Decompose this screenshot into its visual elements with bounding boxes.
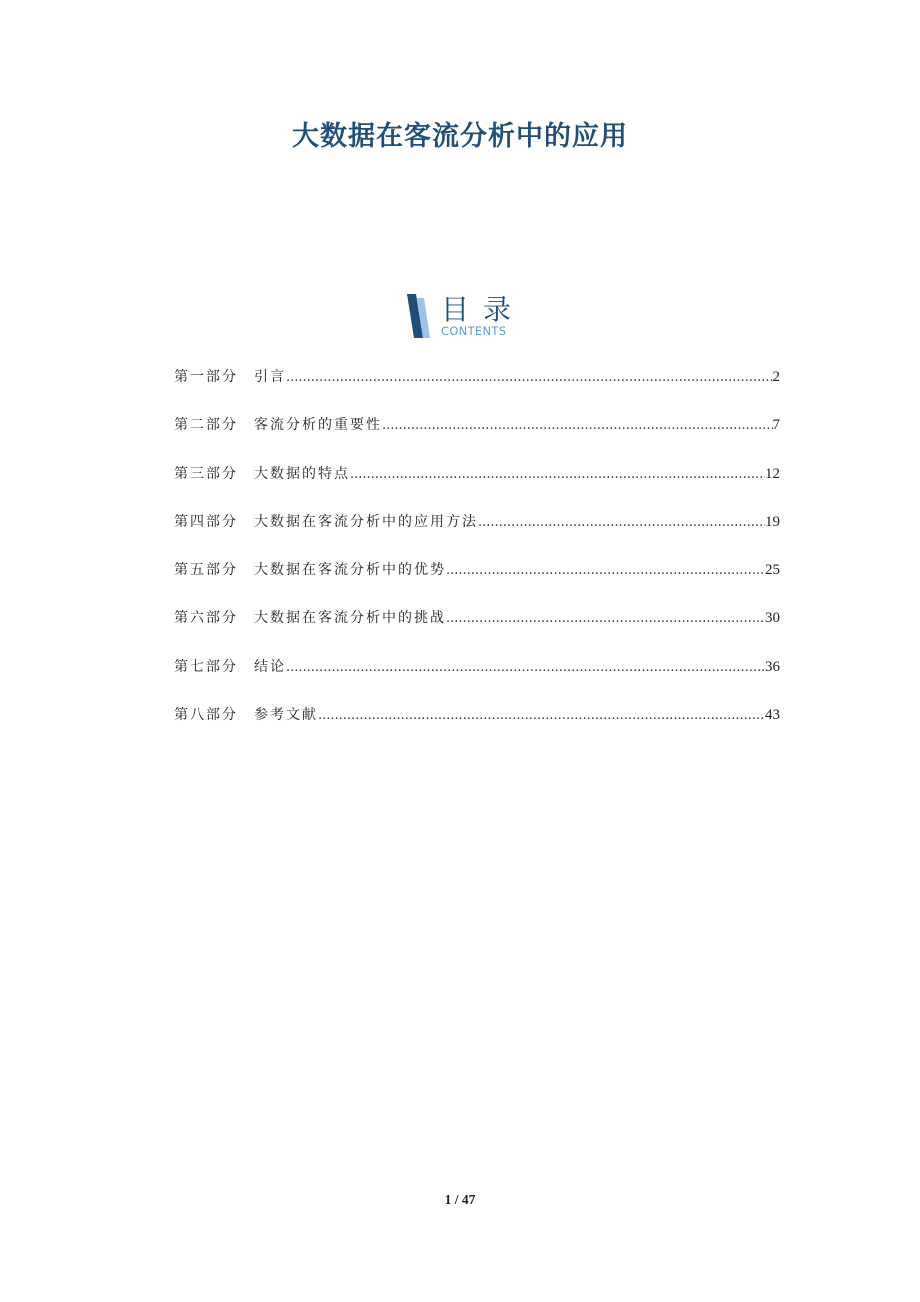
toc-entry-title: 客流分析的重要性 (254, 417, 382, 434)
toc-entry-page: 30 (765, 610, 780, 627)
page-indicator: 1 / 47 (444, 1192, 476, 1207)
toc-header (405, 292, 525, 340)
toc-entry-page: 19 (765, 513, 780, 530)
toc-entry-title: 结论 (254, 658, 286, 675)
toc-entry-page: 36 (765, 658, 780, 675)
toc-entry-part: 第五部分 (174, 562, 238, 579)
toc-dot-leader (286, 660, 765, 675)
toc-entry-title: 大数据的特点 (254, 465, 350, 482)
contents-book-icon (405, 294, 431, 338)
toc-subheading: CONTENTS (441, 324, 507, 338)
toc-dot-leader (318, 708, 765, 723)
toc-entry-page: 25 (765, 562, 780, 579)
toc-dot-leader (446, 611, 765, 626)
toc-entry-title: 大数据在客流分析中的优势 (254, 562, 446, 579)
toc-heading: 目录 (441, 293, 526, 326)
toc-entry-part: 第三部分 (174, 465, 238, 482)
table-of-contents (174, 366, 780, 752)
toc-entry-page: 43 (765, 707, 780, 724)
document-title: 大数据在客流分析中的应用 (292, 121, 628, 152)
toc-entry-part: 第七部分 (174, 658, 238, 675)
toc-entry-part: 第六部分 (174, 610, 238, 627)
toc-entry[interactable] (174, 656, 780, 680)
toc-dot-leader (286, 370, 773, 385)
toc-entry-title: 引言 (254, 369, 286, 385)
toc-entry-page: 7 (772, 417, 780, 434)
toc-entry-part: 第八部分 (174, 707, 238, 724)
toc-entry[interactable] (174, 559, 780, 583)
toc-dot-leader (350, 467, 765, 482)
toc-entry[interactable] (174, 704, 780, 728)
toc-dot-leader (446, 563, 765, 578)
toc-entry[interactable] (174, 463, 780, 487)
toc-entry-title: 大数据在客流分析中的挑战 (254, 610, 446, 627)
toc-entry-page: 2 (772, 369, 780, 385)
toc-entry-title: 大数据在客流分析中的应用方法 (254, 513, 478, 530)
toc-entry[interactable] (174, 366, 780, 390)
toc-entry[interactable] (174, 414, 780, 438)
toc-entry[interactable] (174, 511, 780, 535)
toc-dot-leader (382, 418, 773, 433)
toc-entry-title: 参考文献 (254, 707, 318, 724)
toc-entry-part: 第一部分 (174, 369, 238, 385)
toc-entry-part: 第二部分 (174, 417, 238, 434)
toc-dot-leader (478, 515, 765, 530)
toc-entry-part: 第四部分 (174, 513, 238, 530)
toc-entry-page: 12 (765, 465, 780, 482)
toc-entry[interactable] (174, 607, 780, 631)
